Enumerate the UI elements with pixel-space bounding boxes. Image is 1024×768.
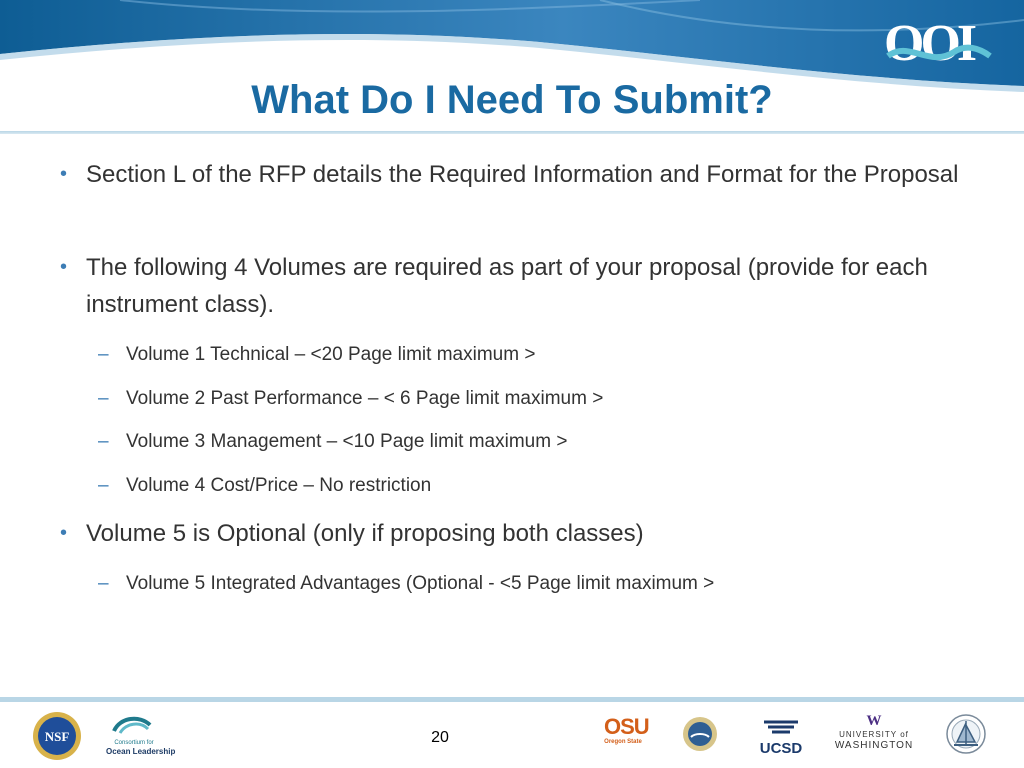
osu-logo <box>604 714 649 752</box>
bullet-item <box>60 156 991 193</box>
ucsd-logo-text: UCSD <box>759 740 803 757</box>
uw-logo-line2: WASHINGTON <box>834 740 914 751</box>
wave-icon <box>106 713 162 735</box>
bullet-text: Section L of the RFP details the Required Information and Format for the Proposal <box>86 161 959 188</box>
sub-bullet-item <box>98 430 986 454</box>
bullet-icon: • <box>60 256 68 278</box>
title-divider <box>0 131 1024 134</box>
sub-bullet-item <box>98 572 986 596</box>
bullet-icon: • <box>60 163 68 185</box>
uw-logo-mark: W <box>866 713 882 729</box>
dash-icon: – <box>98 573 109 594</box>
uw-logo-line1: UNIVERSITY of <box>839 730 909 739</box>
dash-icon: – <box>98 475 109 496</box>
bullet-text: The following 4 Volumes are required as part of your proposal (provide for each instrument class). <box>86 254 928 318</box>
sub-bullet-text: Volume 2 Past Performance – < 6 Page limit maximum > <box>126 388 604 409</box>
nsf-logo-text: NSF <box>44 729 70 744</box>
sub-bullet-item <box>98 387 986 411</box>
ocean-leadership-name: Ocean Leadership <box>106 747 176 756</box>
page-number: 20 <box>431 729 449 746</box>
ucsd-logo <box>756 716 806 757</box>
ship-seal-icon <box>946 714 986 754</box>
uw-logo <box>834 714 914 754</box>
ooi-logo <box>884 16 994 72</box>
ooi-wave-icon <box>884 16 994 72</box>
bullet-item <box>60 249 991 323</box>
footer-divider <box>0 697 1024 702</box>
trident-icon <box>756 716 806 736</box>
osu-logo-text: OSU <box>604 714 649 739</box>
sub-bullet-item <box>98 343 986 367</box>
sub-bullet-text: Volume 4 Cost/Price – No restriction <box>126 475 432 496</box>
bullet-text: Volume 5 is Optional (only if proposing both classes) <box>86 520 644 547</box>
ocean-leadership-tagline: Consortium for <box>114 740 154 746</box>
bullet-icon: • <box>60 522 68 544</box>
sub-bullet-item <box>98 474 986 498</box>
institution-seal-icon <box>682 716 718 752</box>
osu-logo-subtext: Oregon State <box>604 739 642 745</box>
dash-icon: – <box>98 388 109 409</box>
dash-icon: – <box>98 431 109 452</box>
nsf-logo <box>32 711 82 761</box>
dash-icon: – <box>98 344 109 365</box>
slide-title: What Do I Need To Submit? <box>251 78 773 122</box>
sub-bullet-text: Volume 5 Integrated Advantages (Optional - <5 Page limit maximum > <box>126 573 715 594</box>
ocean-leadership-logo <box>106 713 176 756</box>
bullet-item <box>60 515 991 552</box>
sub-bullet-text: Volume 3 Management – <10 Page limit maximum > <box>126 431 568 452</box>
ooi-logo-text: OOI <box>884 15 974 72</box>
sub-bullet-text: Volume 1 Technical – <20 Page limit maximum > <box>126 344 536 365</box>
